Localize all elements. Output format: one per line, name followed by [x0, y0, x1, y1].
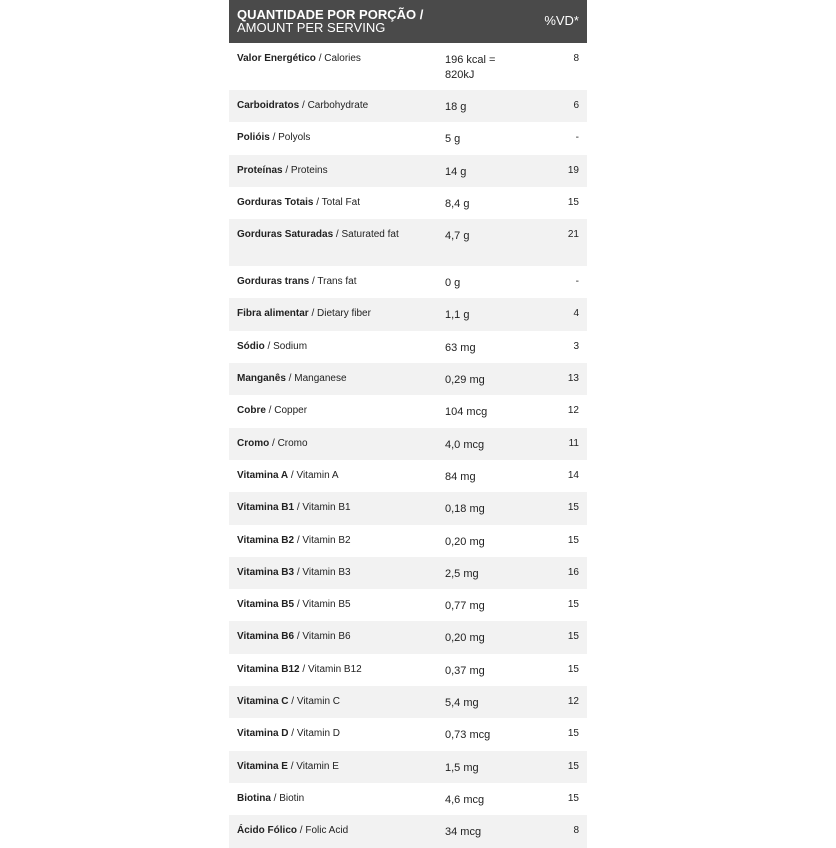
- nutrient-name-en: / Manganese: [285, 373, 347, 385]
- nutrient-vd: 15: [567, 663, 579, 675]
- header-title-pt: QUANTIDADE POR PORÇÃO /: [237, 7, 424, 22]
- nutrient-name: [237, 52, 437, 65]
- nutrient-amount: 0,73 mcg: [445, 729, 491, 742]
- nutrient-vd: 4: [573, 308, 579, 320]
- nutrient-name-pt: Gorduras trans: [237, 276, 310, 288]
- nutrient-name: [237, 437, 437, 450]
- nutrient-name: [237, 630, 437, 643]
- nutrient-name-en: / Folic Acid: [297, 825, 349, 837]
- table-row: [229, 751, 587, 783]
- nutrient-name-en: / Trans fat: [309, 276, 357, 288]
- nutrient-name: [237, 469, 437, 482]
- nutrient-amount: 0 g: [445, 277, 461, 290]
- table-row: [229, 90, 587, 122]
- nutrient-amount: 2,5 mg: [445, 567, 479, 580]
- nutrient-name-en: / Proteins: [282, 164, 328, 176]
- nutrient-name-en: / Polyols: [269, 132, 311, 144]
- nutrient-name: [237, 131, 437, 144]
- nutrient-name-pt: Vitamina C: [237, 696, 289, 708]
- nutrient-amount: 4,0 mcg: [445, 438, 485, 451]
- nutrient-vd: 15: [567, 792, 579, 804]
- nutrient-vd: 12: [567, 405, 579, 417]
- nutrient-vd: -: [575, 132, 579, 144]
- table-row: [229, 589, 587, 621]
- nutrient-name-pt: Vitamina E: [237, 760, 288, 772]
- nutrient-vd: 11: [568, 437, 579, 449]
- table-header: [229, 0, 587, 43]
- nutrient-name: [237, 534, 437, 547]
- nutrient-name-pt: Ácido Fólico: [237, 825, 297, 837]
- nutrient-vd: 16: [567, 566, 579, 578]
- nutrient-name-en: / Vitamin C: [288, 696, 340, 708]
- nutrient-amount: 4,6 mcg: [445, 793, 485, 806]
- table-row: [229, 428, 587, 460]
- nutrient-name: [237, 340, 437, 353]
- nutrient-name-en: / Dietary fiber: [308, 308, 371, 320]
- nutrient-name-en: / Biotin: [270, 792, 305, 804]
- nutrient-name: [237, 824, 437, 837]
- nutrient-name-pt: Manganês: [237, 373, 286, 385]
- nutrient-name-pt: Vitamina B6: [237, 631, 295, 643]
- table-row: [229, 363, 587, 395]
- nutrient-name-pt: Vitamina B1: [237, 502, 295, 514]
- nutrient-amount: 8,4 g: [445, 197, 470, 210]
- table-row: [229, 492, 587, 524]
- nutrient-amount: 5 g: [445, 133, 461, 146]
- nutrient-name-en: / Vitamin B1: [294, 502, 351, 514]
- nutrient-name-pt: Cromo: [237, 437, 270, 449]
- table-row: [229, 621, 587, 653]
- nutrient-amount: 0,29 mg: [445, 374, 485, 387]
- nutrient-amount: 0,18 mg: [445, 503, 485, 516]
- nutrient-vd: 15: [567, 196, 579, 208]
- nutrient-vd: 21: [567, 229, 579, 241]
- nutrient-name-pt: Gorduras Totais: [237, 196, 314, 208]
- nutrient-name-pt: Carboidratos: [237, 100, 300, 111]
- nutrient-name-en: / Calories: [315, 53, 361, 64]
- nutrient-name-pt: Vitamina B5: [237, 599, 295, 611]
- nutrient-amount: 1,1 g: [445, 309, 470, 322]
- nutrient-vd: -: [575, 276, 579, 288]
- nutrient-name: [237, 695, 437, 708]
- table-row: [229, 395, 587, 427]
- nutrient-vd: 8: [573, 53, 579, 64]
- nutrient-amount: 5,4 mg: [445, 697, 479, 710]
- nutrient-amount: 34 mcg: [445, 826, 482, 839]
- nutrient-amount: 84 mg: [445, 470, 476, 483]
- table-row: [229, 557, 587, 589]
- nutrient-name-en: / Vitamin B5: [294, 599, 351, 611]
- nutrient-amount: 63 mg: [445, 341, 476, 354]
- nutrient-vd: 3: [573, 340, 579, 352]
- nutrient-name-pt: Vitamina D: [237, 728, 289, 740]
- nutrient-name: [237, 760, 437, 773]
- nutrient-vd: 15: [567, 728, 579, 740]
- nutrient-vd: 19: [567, 164, 579, 176]
- nutrient-name: [237, 501, 437, 514]
- nutrient-name: [237, 99, 437, 112]
- nutrient-name-en: / Saturated fat: [333, 229, 399, 241]
- nutrient-vd: 15: [567, 599, 579, 611]
- nutrient-vd: 12: [567, 696, 579, 708]
- nutrient-vd: 15: [567, 760, 579, 772]
- nutrient-name-en: / Vitamin B6: [294, 631, 351, 643]
- nutrient-name-en: / Vitamin B12: [299, 663, 362, 675]
- nutrient-name: [237, 566, 437, 579]
- nutrient-name-en: / Carbohydrate: [299, 100, 369, 111]
- nutrient-name-pt: Polióis: [237, 132, 270, 144]
- nutrient-name-en: / Vitamin B2: [294, 534, 351, 546]
- nutrient-name-pt: Valor Energético: [237, 53, 316, 64]
- header-title-en: AMOUNT PER SERVING: [237, 20, 386, 35]
- nutrient-name: [237, 228, 437, 241]
- nutrient-amount: 1,5 mg: [445, 761, 479, 774]
- nutrient-vd: 6: [573, 100, 579, 111]
- nutrient-amount: 0,20 mg: [445, 535, 485, 548]
- nutrient-amount: 104 mcg: [445, 406, 488, 419]
- nutrient-name-en: / Vitamin D: [288, 728, 340, 740]
- table-row: [229, 686, 587, 718]
- table-row: [229, 43, 587, 90]
- table-row: [229, 331, 587, 363]
- table-row: [229, 122, 587, 154]
- nutrient-name: [237, 307, 437, 320]
- nutrient-name: [237, 404, 437, 417]
- nutrient-name-pt: Vitamina A: [237, 469, 289, 481]
- table-row: [229, 654, 587, 686]
- nutrient-amount: 14 g: [445, 165, 467, 178]
- nutrient-name: [237, 663, 437, 676]
- table-row: [229, 460, 587, 492]
- nutrient-amount: 4,7 g: [445, 230, 470, 243]
- nutrient-name-en: / Cromo: [269, 437, 308, 449]
- nutrient-name-en: / Vitamin A: [288, 469, 339, 481]
- nutrient-name-pt: Cobre: [237, 405, 266, 417]
- table-row: [229, 783, 587, 815]
- nutrient-name: [237, 164, 437, 177]
- nutrient-name-en: / Total Fat: [313, 196, 361, 208]
- nutrient-name-pt: Vitamina B3: [237, 566, 295, 578]
- nutrient-name-en: / Vitamin E: [287, 760, 339, 772]
- header-vd-label: %VD*: [544, 13, 579, 28]
- nutrient-name: [237, 196, 437, 209]
- nutrient-amount: 0,37 mg: [445, 664, 485, 677]
- table-row: [229, 525, 587, 557]
- table-row: [229, 718, 587, 750]
- nutrient-name-pt: Fibra alimentar: [237, 308, 309, 320]
- nutrient-name-en: / Copper: [265, 405, 308, 417]
- nutrient-amount: 196 kcal = 820kJ: [445, 54, 496, 81]
- nutrient-name-en: / Vitamin B3: [294, 566, 351, 578]
- nutrient-amount: 0,20 mg: [445, 632, 485, 645]
- nutrient-vd: 15: [567, 631, 579, 643]
- table-row: [229, 219, 587, 266]
- nutrient-name: [237, 372, 437, 385]
- nutrient-name-pt: Biotina: [237, 792, 271, 804]
- nutrient-vd: 15: [567, 534, 579, 546]
- nutrient-name-pt: Gorduras Saturadas: [237, 229, 334, 241]
- nutrient-name: [237, 598, 437, 611]
- nutrient-amount: 18 g: [445, 101, 467, 113]
- nutrient-name-pt: Sódio: [237, 340, 265, 352]
- nutrition-table: [229, 0, 587, 848]
- nutrient-vd: 14: [567, 469, 579, 481]
- table-row: [229, 266, 587, 298]
- nutrient-name-pt: Vitamina B2: [237, 534, 295, 546]
- nutrient-vd: 8: [573, 825, 579, 837]
- nutrient-name: [237, 275, 437, 288]
- nutrient-name: [237, 727, 437, 740]
- nutrient-amount: 0,77 mg: [445, 600, 485, 613]
- table-row: [229, 815, 587, 847]
- nutrient-vd: 13: [567, 373, 579, 385]
- table-row: [229, 187, 587, 219]
- table-row: [229, 298, 587, 330]
- nutrient-name-en: / Sodium: [264, 340, 308, 352]
- nutrient-name-pt: Proteínas: [237, 164, 283, 176]
- table-row: [229, 155, 587, 187]
- nutrient-name: [237, 792, 437, 805]
- nutrient-name-pt: Vitamina B12: [237, 663, 300, 675]
- nutrient-vd: 15: [567, 502, 579, 514]
- table-body: [229, 43, 587, 848]
